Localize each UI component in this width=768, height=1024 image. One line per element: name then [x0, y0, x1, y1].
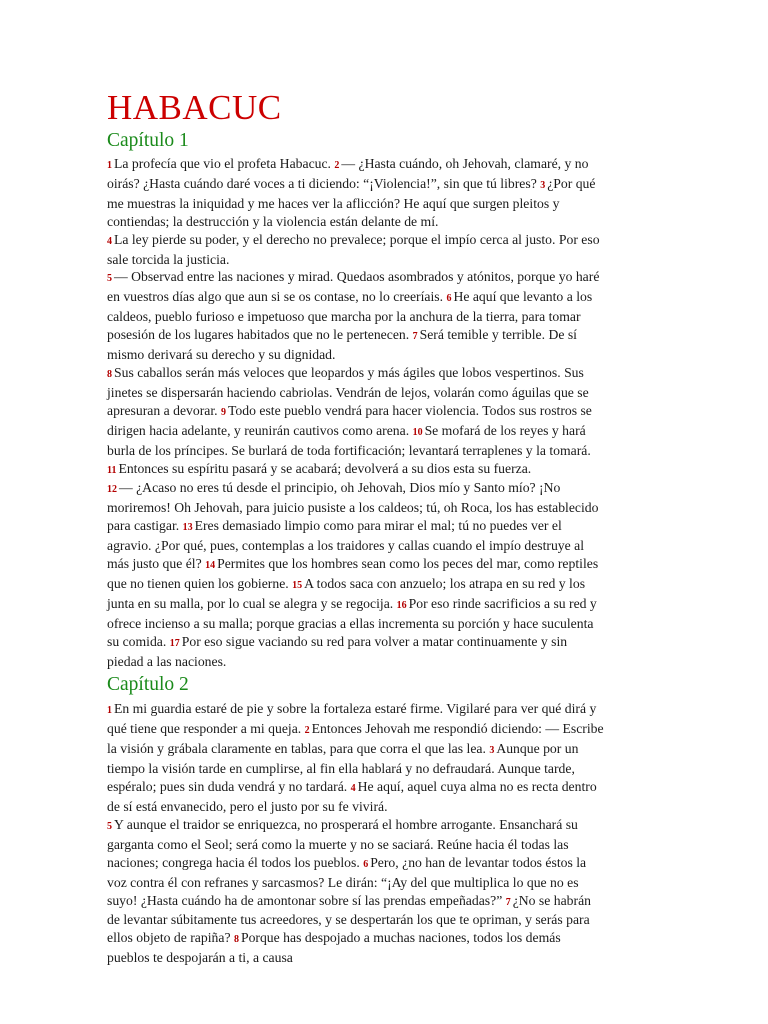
verse-number: 6	[363, 858, 369, 870]
verse-text: Por eso sigue vaciando su red para volver a matar continuamente y sin piedad a las naciones.	[107, 633, 568, 669]
chapter-2-text	[107, 700, 605, 967]
verse-number: 2	[304, 725, 310, 737]
verse-number: 5	[107, 820, 112, 832]
verse-text: Aunque por un tiempo la visión tarde en cumplirse, al fin ella hablará y no defraudará. Aunque tarde, espéralo; pues sin duda vendrá y no tardará.	[107, 741, 579, 795]
verse-text: Todo este pueblo vendrá para hacer violencia. Todos sus rostros se dirigen hacia adelante, y reunirán cautivos como arena.	[107, 402, 592, 438]
verse-number: 7	[412, 331, 418, 343]
verse-text: ¿Por qué me muestras la iniquidad y me haces ver la aflicción? He aquí que surgen pleitos y contiendas; la destrucción y la violencia están delante de mí.	[107, 175, 596, 229]
verse-text: La ley pierde su poder, y el derecho no prevalece; porque el impío cerca al justo. Por eso sale torcida la justicia.	[107, 231, 600, 267]
verse-number: 6	[446, 293, 452, 305]
verse-number: 14	[205, 560, 216, 572]
verse-number: 1	[107, 705, 112, 717]
verse-text: Entonces su espíritu pasará y se acabará; devolverá a su dios esta su fuerza.	[118, 460, 532, 476]
verse-text: — Observad entre las naciones y mirad. Quedaos asombrados y atónitos, porque yo haré en vuestros días algo que aun si se os contase, no lo creeríais.	[107, 269, 600, 305]
verse-text: Pero, ¿no han de levantar todos éstos la voz contra él con refranes y sarcasmos? Le dirán: “¡Ay del que multiplica lo que no es suyo! ¿Hasta cuándo ha de amontonar sobre sí las prendas empeñadas?”	[107, 854, 587, 908]
verse-number: 5	[107, 273, 112, 285]
verse-number: 3	[489, 745, 495, 757]
verse-text: Por eso rinde sacrificios a su red y ofrece incienso a su malla; porque gracias a ellas incrementa su porción y hace suculenta su comida.	[107, 595, 597, 649]
verse-number: 11	[107, 464, 117, 476]
verse-number: 3	[540, 179, 546, 191]
document-page	[107, 88, 605, 967]
verse-text: Sus caballos serán más veloces que leopardos y más ágiles que lobos vespertinos. Sus jinetes se dispersarán haciendo cabriolas. Vendrán de lejos, volarán como águilas que se apresuran a devorar.	[107, 364, 589, 418]
verse-text: — ¿Hasta cuándo, oh Jehovah, clamaré, y no oirás? ¿Hasta cuándo daré voces a ti diciendo: “¡Violencia!”, sin que tú libres?	[107, 156, 589, 191]
verse-number: 17	[169, 637, 180, 649]
verse-text: He aquí, aquel cuya alma no es recta dentro de sí está envanecido, pero el justo por su fe vivirá.	[107, 779, 597, 814]
verse-text: Y aunque el traidor se enriquezca, no prosperará el hombre arrogante. Ensanchará su garganta como el Seol; será como la muerte y no se saciará. Reúne hacia él todas las naciones; congrega hacia él todos los pueblos.	[107, 816, 578, 870]
verse-number: 10	[412, 426, 423, 438]
verse-text: He aquí que levanto a los caldeos, pueblo furioso e impetuoso que marcha por la anchura de la tierra, para tomar posesión de los lugares habitados que no le pertenecen.	[107, 289, 593, 343]
verse-number: 4	[107, 235, 112, 247]
verse-text: Entonces Jehovah me respondió diciendo: — Escribe la visión y grábala claramente en tablas, para que corra el que las lea.	[107, 721, 604, 757]
verse-number: 8	[233, 934, 239, 946]
verse-text: Porque has despojado a muchas naciones, todos los demás pueblos te despojarán a ti, a causa	[107, 930, 561, 966]
verse-number: 7	[505, 896, 511, 908]
chapter-1-text	[107, 155, 605, 670]
verse-text: ¿No se habrán de levantar súbitamente tus acreedores, y se despertarán los que te opriman, y serás para ellos objeto de rapiña?	[107, 892, 591, 946]
verse-number: 2	[334, 160, 340, 171]
verse-text: Será temible y terrible. De sí mismo derivará su derecho y su dignidad.	[107, 327, 577, 363]
verse-number: 4	[350, 783, 356, 795]
verse-number: 13	[182, 522, 193, 534]
verse-number: 12	[107, 484, 117, 496]
book-title: HABACUC	[107, 88, 282, 127]
verse-number: 8	[107, 368, 112, 380]
verse-text: La profecía que vio el profeta Habacuc.	[114, 156, 335, 171]
verse-text: Permites que los hombres sean como los peces del mar, como reptiles que no tienen quien los gobierne.	[107, 556, 599, 591]
verse-text: Eres demasiado limpio como para mirar el mal; tú no puedes ver el agravio. ¿Por qué, pues, contemplas a los traidores y callas cuando el impío destruye al más justo que él?	[107, 518, 585, 572]
verse-text: Se mofará de los reyes y hará burla de los príncipes. Se burlará de toda fortificación; levantará terraplenes y la tomará.	[107, 422, 591, 458]
chapter-heading-2: Capítulo 2	[107, 674, 189, 696]
verse-text: A todos saca con anzuelo; los atrapa en su red y los junta en su malla, por lo cual se alegra y se regocija.	[107, 575, 586, 611]
verse-number: 16	[396, 599, 407, 611]
verse-text: — ¿Acaso no eres tú desde el principio, oh Jehovah, Dios mío y Santo mío? ¡No moriremos! Oh Jehovah, para juicio pusiste a los caldeos; tú, oh Roca, los has establecido para castigar.	[107, 480, 599, 534]
verse-number: 1	[107, 160, 112, 171]
verse-number: 15	[292, 579, 303, 591]
verse-text: En mi guardia estaré de pie y sobre la fortaleza estaré firme. Vigilaré para ver qué dirá y qué tiene que responder a mi queja.	[107, 701, 597, 737]
verse-number: 9	[221, 406, 227, 418]
chapter-heading-1: Capítulo 1	[107, 130, 189, 151]
